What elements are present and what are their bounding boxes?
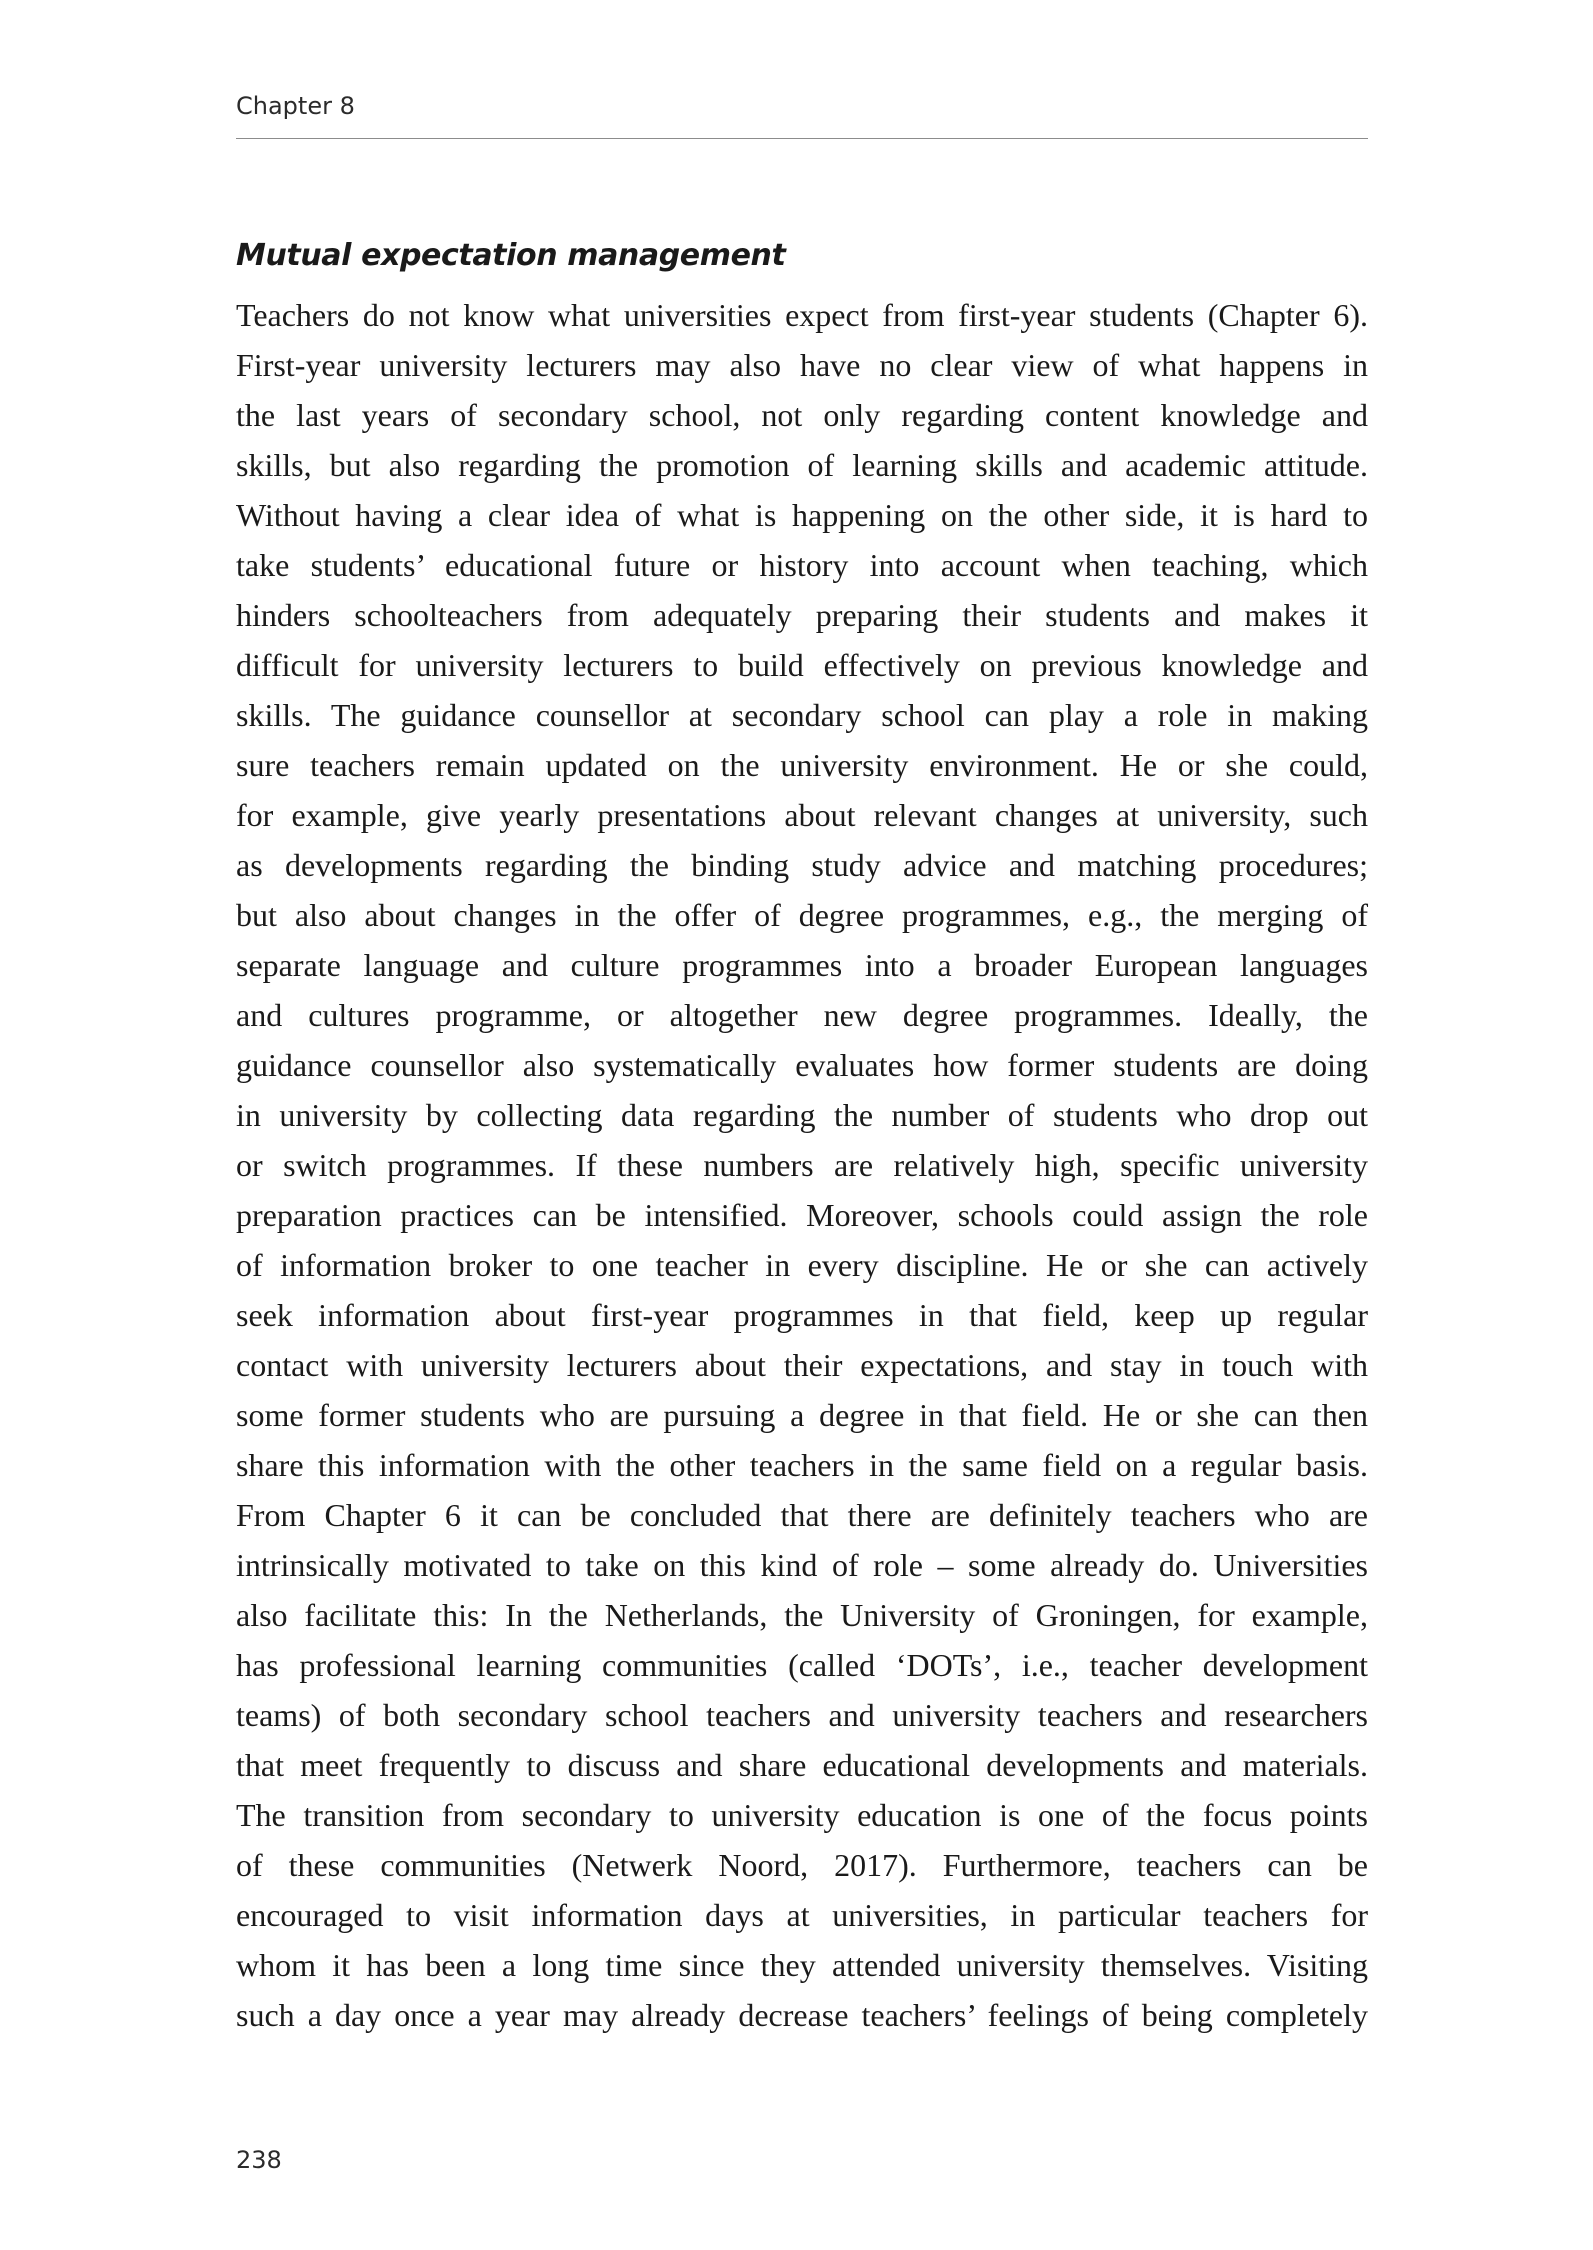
paragraph-line: skills. The guidance counsellor at secondary school can play a role in making — [236, 697, 1368, 733]
paragraph-line: From Chapter 6 it can be concluded that there are definitely teachers who are — [236, 1497, 1368, 1533]
paragraph-line: guidance counsellor also systematically evaluates how former students are doing — [236, 1047, 1368, 1083]
paragraph-line: encouraged to visit information days at universities, in particular teachers for — [236, 1897, 1368, 1933]
paragraph-line: or switch programmes. If these numbers are relatively high, specific university — [236, 1147, 1368, 1183]
paragraph-line: some former students who are pursuing a degree in that field. He or she can then — [236, 1397, 1368, 1433]
paragraph-line: whom it has been a long time since they attended university themselves. Visiting — [236, 1947, 1368, 1983]
paragraph-line: intrinsically motivated to take on this kind of role – some already do. Universities — [236, 1547, 1368, 1583]
paragraph-line: that meet frequently to discuss and share educational developments and materials. — [236, 1747, 1368, 1783]
paragraph-line: Teachers do not know what universities expect from first-year students (Chapter 6). — [236, 297, 1368, 333]
paragraph-line: First-year university lecturers may also have no clear view of what happens in — [236, 347, 1368, 383]
paragraph-line: such a day once a year may already decrease teachers’ feelings of being completely — [236, 1997, 1368, 2033]
paragraph-line: Without having a clear idea of what is happening on the other side, it is hard to — [236, 497, 1368, 533]
paragraph-line: the last years of secondary school, not only regarding content knowledge and — [236, 397, 1368, 433]
paragraph-line: in university by collecting data regarding the number of students who drop out — [236, 1097, 1368, 1133]
running-head: Chapter 8 — [236, 92, 355, 120]
paragraph-line: hinders schoolteachers from adequately preparing their students and makes it — [236, 597, 1368, 633]
paragraph-line: difficult for university lecturers to build effectively on previous knowledge and — [236, 647, 1368, 683]
paragraph-line: of information broker to one teacher in every discipline. He or she can actively — [236, 1247, 1368, 1283]
paragraph-line: but also about changes in the offer of degree programmes, e.g., the merging of — [236, 897, 1368, 933]
header-rule — [236, 138, 1368, 139]
paragraph-line: contact with university lecturers about their expectations, and stay in touch with — [236, 1347, 1368, 1383]
paragraph-line: also facilitate this: In the Netherlands, the University of Groningen, for example, — [236, 1597, 1368, 1633]
paragraph-line: preparation practices can be intensified. Moreover, schools could assign the role — [236, 1197, 1368, 1233]
paragraph-line: sure teachers remain updated on the university environment. He or she could, — [236, 747, 1368, 783]
paragraph-line: for example, give yearly presentations about relevant changes at university, such — [236, 797, 1368, 833]
paragraph-line: of these communities (Netwerk Noord, 2017). Furthermore, teachers can be — [236, 1847, 1368, 1883]
page-number: 238 — [236, 2146, 282, 2174]
body-paragraph — [236, 290, 1368, 2040]
paragraph-line: teams) of both secondary school teachers and university teachers and researchers — [236, 1697, 1368, 1733]
paragraph-line: seek information about first-year programmes in that field, keep up regular — [236, 1297, 1368, 1333]
paragraph-line: take students’ educational future or history into account when teaching, which — [236, 547, 1368, 583]
paragraph-line: The transition from secondary to university education is one of the focus points — [236, 1797, 1368, 1833]
section-heading: Mutual expectation management — [236, 238, 786, 273]
paragraph-line: skills, but also regarding the promotion of learning skills and academic attitude. — [236, 447, 1368, 483]
paragraph-line: has professional learning communities (called ‘DOTs’, i.e., teacher development — [236, 1647, 1368, 1683]
paragraph-line: separate language and culture programmes into a broader European languages — [236, 947, 1368, 983]
paragraph-line: and cultures programme, or altogether new degree programmes. Ideally, the — [236, 997, 1368, 1033]
paragraph-line: share this information with the other teachers in the same field on a regular basis. — [236, 1447, 1368, 1483]
paragraph-line: as developments regarding the binding study advice and matching procedures; — [236, 847, 1368, 883]
